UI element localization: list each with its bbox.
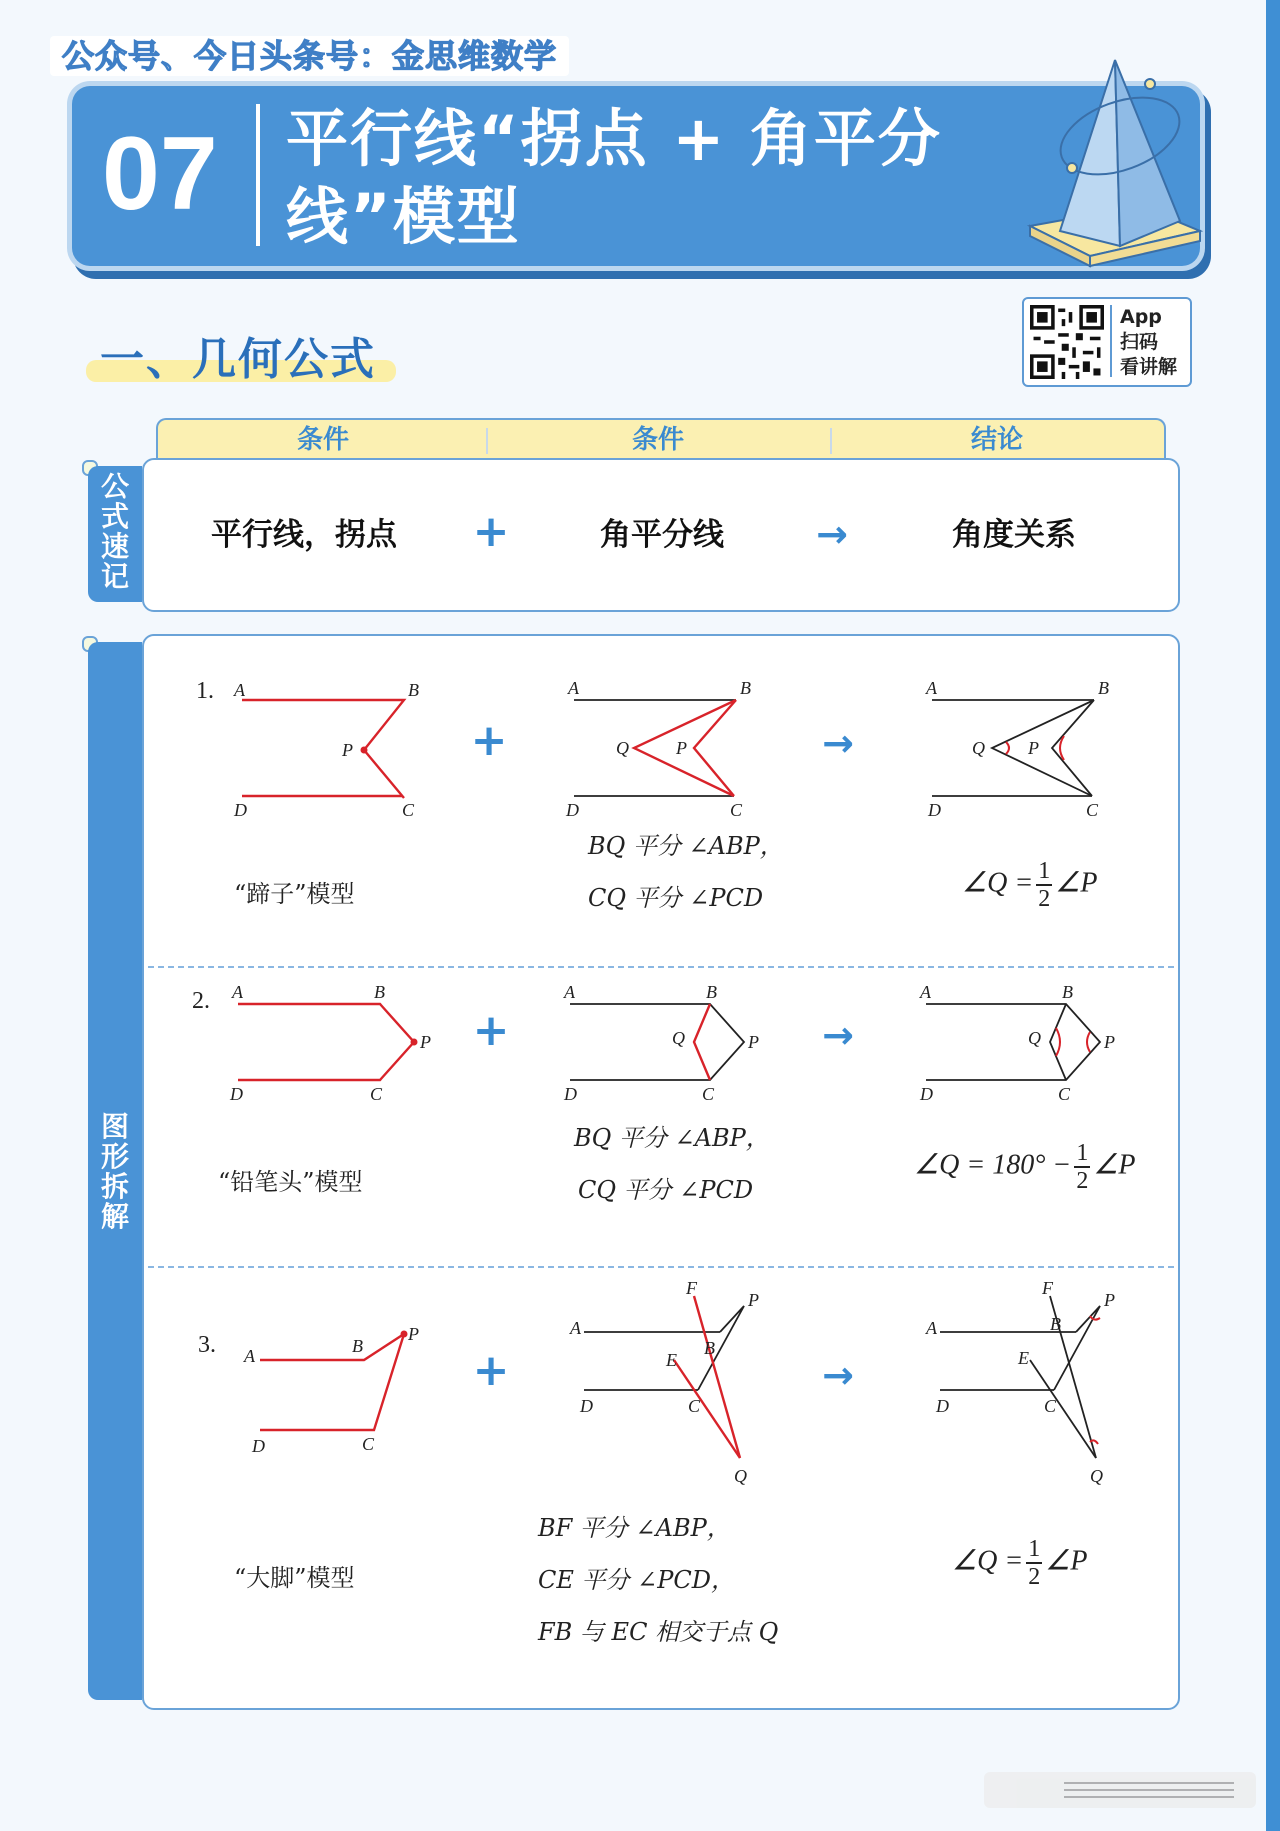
arrow-icon: → xyxy=(816,512,848,556)
qr-caption-line2: 扫码 xyxy=(1120,331,1159,353)
label-a: A xyxy=(570,1318,581,1338)
condition-line: CE 平分 ∠PCD， xyxy=(538,1566,736,1594)
fraction-denominator: 2 xyxy=(1028,1564,1041,1590)
label-c: C xyxy=(362,1434,375,1454)
condition-line: BQ 平分 ∠ABP， xyxy=(574,1124,770,1152)
label-p: P xyxy=(342,740,353,760)
diagram-side-tab xyxy=(88,642,142,1700)
chapter-title-line1: 平行线“拐点 + 角平分 xyxy=(286,102,942,175)
hoof-result-figure xyxy=(920,676,1120,820)
label-f: F xyxy=(1042,1278,1053,1298)
label-q: Q xyxy=(734,1466,747,1486)
fraction-numerator: 1 xyxy=(1028,1536,1041,1562)
label-d: D xyxy=(566,800,579,820)
label-a: A xyxy=(926,678,937,698)
plus-icon: + xyxy=(472,1005,510,1056)
label-d: D xyxy=(920,1084,933,1104)
row-divider xyxy=(148,1266,1174,1268)
qr-caption-line1: App xyxy=(1120,306,1162,328)
label-q: Q xyxy=(972,738,985,758)
pencil-result-figure xyxy=(914,982,1134,1102)
chapter-title-line2: 线”模型 xyxy=(286,180,521,253)
label-d: D xyxy=(936,1396,949,1416)
condition-line: CQ 平分 ∠PCD xyxy=(588,884,764,912)
fraction-denominator: 2 xyxy=(1038,886,1051,912)
row-number: 3. xyxy=(198,1332,216,1358)
header-conclusion: 结论 xyxy=(970,425,1023,455)
fraction xyxy=(1036,858,1052,912)
fraction xyxy=(1026,1536,1042,1590)
label-q: Q xyxy=(1028,1028,1041,1048)
label-e: E xyxy=(666,1350,677,1370)
label-d: D xyxy=(928,800,941,820)
diagram-tab-char: 图 xyxy=(100,1110,129,1143)
footer-line xyxy=(1064,1789,1234,1791)
chapter-number: 07 xyxy=(102,116,218,232)
label-a: A xyxy=(564,982,575,1002)
fraction-numerator: 1 xyxy=(1038,858,1051,884)
diagram-tab-char: 解 xyxy=(100,1200,129,1233)
label-d: D xyxy=(234,800,247,820)
qr-code-panel[interactable] xyxy=(1022,297,1192,387)
section-title: 一、几何公式 xyxy=(100,334,376,385)
footer-line xyxy=(1064,1782,1234,1784)
account-tag: 公众号、今日头条号：金思维数学 xyxy=(50,36,569,76)
result-left: ∠Q = xyxy=(952,1545,1024,1577)
hoof-model-figure xyxy=(230,676,430,820)
label-f: F xyxy=(686,1278,697,1298)
label-e: E xyxy=(1018,1348,1029,1368)
label-b: B xyxy=(352,1336,363,1356)
diagram-panel xyxy=(142,634,1180,1710)
qr-caption xyxy=(1120,305,1190,380)
big-foot-bisector-figure xyxy=(562,1278,782,1492)
label-c: C xyxy=(702,1084,715,1104)
result-formula xyxy=(914,1140,1136,1194)
label-p: P xyxy=(408,1324,419,1344)
table-header xyxy=(156,418,1166,460)
label-c: C xyxy=(688,1396,701,1416)
row-divider xyxy=(148,966,1174,968)
result-right: ∠P xyxy=(1045,1545,1088,1577)
label-a: A xyxy=(920,982,931,1002)
label-b: B xyxy=(1050,1314,1061,1334)
label-p: P xyxy=(676,738,687,758)
result-left: ∠Q = xyxy=(962,867,1034,899)
label-b: B xyxy=(408,680,419,700)
label-p: P xyxy=(1028,738,1039,758)
memo-condition-2: 角平分线 xyxy=(600,517,724,553)
hoof-bisector-figure xyxy=(562,676,762,820)
label-c: C xyxy=(730,800,743,820)
label-c: C xyxy=(1058,1084,1071,1104)
memo-tab-char: 速 xyxy=(100,530,129,563)
label-q: Q xyxy=(616,738,629,758)
qr-code-icon[interactable] xyxy=(1030,305,1104,379)
label-c: C xyxy=(370,1084,383,1104)
pencil-bisector-figure xyxy=(560,982,780,1102)
label-p: P xyxy=(1104,1290,1115,1310)
qr-divider xyxy=(1110,305,1112,377)
label-b: B xyxy=(1062,982,1073,1002)
label-b: B xyxy=(374,982,385,1002)
diagram-tab-char: 拆 xyxy=(100,1170,129,1203)
result-right: ∠P xyxy=(1055,867,1098,899)
page-footer-bar xyxy=(984,1772,1256,1808)
label-a: A xyxy=(568,678,579,698)
header-condition-2: 条件 xyxy=(631,425,684,455)
memo-tab-char: 记 xyxy=(100,560,129,593)
fraction-denominator: 2 xyxy=(1076,1168,1089,1194)
model-name: “大脚”模型 xyxy=(234,1564,355,1592)
pencil-model-figure xyxy=(224,982,444,1102)
label-c: C xyxy=(1086,800,1099,820)
header-condition-1: 条件 xyxy=(296,425,349,455)
pyramid-book-icon xyxy=(1020,56,1210,276)
formula-memo-box xyxy=(142,458,1180,612)
arrow-icon: → xyxy=(822,721,854,765)
diagram-tab-char: 形 xyxy=(100,1140,129,1173)
chapter-title xyxy=(286,100,1006,256)
label-q: Q xyxy=(672,1028,685,1048)
label-p: P xyxy=(748,1032,759,1052)
arrow-icon: → xyxy=(822,1013,854,1057)
memo-side-tab xyxy=(88,466,142,602)
memo-conclusion: 角度关系 xyxy=(952,517,1076,553)
model-name: “蹄子”模型 xyxy=(234,880,355,908)
plus-icon: + xyxy=(472,506,510,557)
qr-caption-line3: 看讲解 xyxy=(1120,356,1178,378)
label-d: D xyxy=(580,1396,593,1416)
label-d: D xyxy=(230,1084,243,1104)
plus-icon: + xyxy=(472,1345,510,1396)
plus-icon: + xyxy=(470,715,508,766)
result-right: ∠P xyxy=(1093,1149,1136,1181)
label-b: B xyxy=(740,678,751,698)
label-b: B xyxy=(1098,678,1109,698)
label-q: Q xyxy=(1090,1466,1103,1486)
condition-line: BF 平分 ∠ABP， xyxy=(538,1514,731,1542)
label-a: A xyxy=(926,1318,937,1338)
label-b: B xyxy=(706,982,717,1002)
label-b: B xyxy=(704,1338,715,1358)
label-c: C xyxy=(1044,1396,1057,1416)
result-formula xyxy=(962,858,1097,912)
label-d: D xyxy=(252,1436,265,1456)
memo-tab-char: 公 xyxy=(100,470,129,503)
condition-line: BQ 平分 ∠ABP， xyxy=(588,832,784,860)
page-edge-bar xyxy=(1266,0,1280,1831)
banner-divider xyxy=(256,104,260,246)
result-formula xyxy=(952,1536,1087,1590)
footer-line xyxy=(1064,1796,1234,1798)
condition-line: CQ 平分 ∠PCD xyxy=(578,1176,754,1204)
condition-line: FB 与 EC 相交于点 Q xyxy=(538,1618,779,1646)
model-name: “铅笔头”模型 xyxy=(218,1168,363,1196)
row-number: 1. xyxy=(196,678,214,704)
row-number: 2. xyxy=(192,988,210,1014)
label-a: A xyxy=(244,1346,255,1366)
label-d: D xyxy=(564,1084,577,1104)
big-foot-model-figure xyxy=(234,1322,424,1456)
memo-tab-char: 式 xyxy=(100,500,129,533)
label-p: P xyxy=(420,1032,431,1052)
label-p: P xyxy=(1104,1032,1115,1052)
label-p: P xyxy=(748,1290,759,1310)
fraction xyxy=(1074,1140,1090,1194)
label-a: A xyxy=(232,982,243,1002)
memo-condition-1: 平行线，拐点 xyxy=(211,517,397,553)
label-c: C xyxy=(402,800,415,820)
label-a: A xyxy=(234,680,245,700)
fraction-numerator: 1 xyxy=(1076,1140,1089,1166)
result-left: ∠Q = 180° − xyxy=(914,1149,1072,1181)
big-foot-result-figure xyxy=(918,1278,1138,1492)
arrow-icon: → xyxy=(822,1353,854,1397)
